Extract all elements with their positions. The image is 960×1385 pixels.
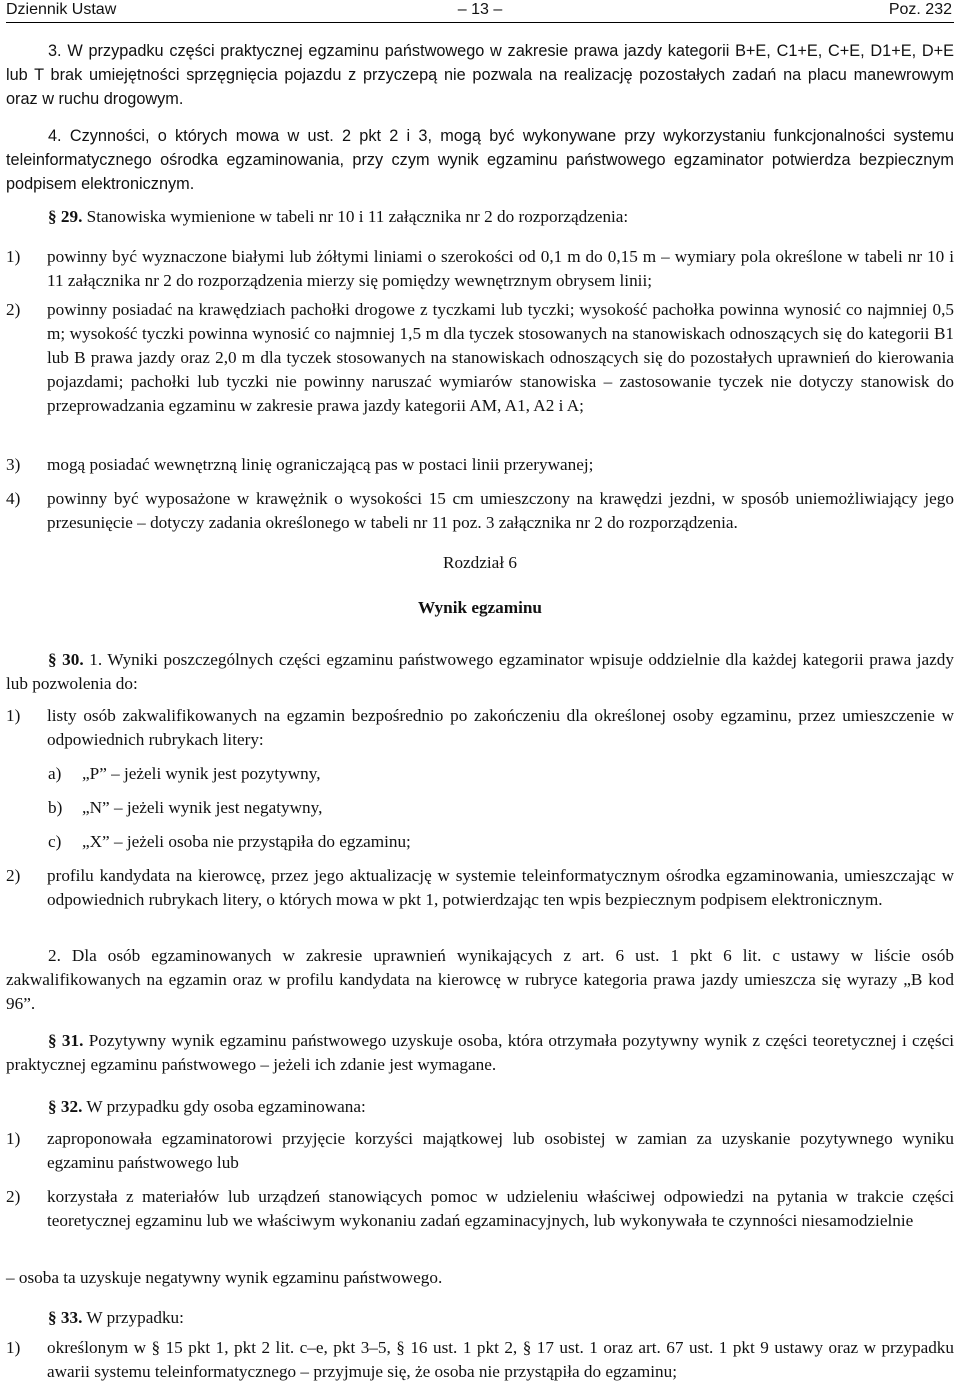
paragraph-number: 3. — [48, 42, 62, 60]
page-header — [6, 0, 954, 23]
section-label: § 31. — [48, 1031, 84, 1050]
section-label: § 33. — [48, 1308, 83, 1327]
list-item — [6, 453, 954, 477]
list-item — [6, 487, 954, 535]
section-text: Pozytywny wynik egzaminu państwowego uzyskuje osoba, która otrzymała pozytywny wynik z części teoretycznej i części praktycznej egzaminu państwowego – jeżeli ich zdanie jest wymagane. — [6, 1031, 955, 1074]
paragraph-number: 1. — [89, 650, 103, 669]
position-number: Poz. 232 — [888, 1, 952, 18]
section-29-intro — [6, 205, 954, 229]
list-item — [6, 298, 954, 418]
letter-item — [48, 796, 908, 820]
item-number: 3) — [6, 455, 21, 474]
item-number: 4) — [6, 489, 21, 508]
letter-text: „X” – jeżeli osoba nie przystąpiła do egzaminu; — [82, 832, 411, 851]
list-item — [6, 1336, 954, 1384]
letter-item — [48, 830, 908, 854]
letter-label: b) — [48, 798, 63, 817]
section-32-intro — [6, 1095, 954, 1119]
paragraph-4 — [6, 124, 954, 196]
item-text: zaproponowała egzaminatorowi przyjęcie korzyści majątkowej lub osobistej w zamian za uzyskanie pozytywnego wyniku egzaminu państwowego lub — [47, 1129, 954, 1172]
section-30-paragraph-1 — [6, 648, 954, 696]
list-item — [6, 1185, 954, 1233]
item-number: 2) — [6, 866, 21, 885]
item-text: korzystała z materiałów lub urządzeń stanowiących pomoc w udzieleniu właściwej odpowiedzi na pytania w trakcie części teoretycznej egzaminu lub we właściwym wykonaniu zadań egzaminacyjnych, lub wykonywała te czynności niesamodzielnie — [47, 1187, 954, 1230]
item-text: listy osób zakwalifikowanych na egzamin bezpośrednio po zakończeniu dla określonej osoby egzaminu, przez umieszczenie w odpowiednich rubrykach litery: — [47, 706, 954, 749]
section-intro: Stanowiska wymienione w tabeli nr 10 i 11 załącznika nr 2 do rozporządzenia: — [86, 207, 629, 226]
item-text: profilu kandydata na kierowcę, przez jego aktualizację w systemie teleinformatycznym ośrodka egzaminowania, umieszczając w odpowiednich rubrykach litery, o których mowa w pkt 1, potwierdzając ten wpis bezpiecznym podpisem elektronicznym. — [47, 866, 954, 909]
item-number: 1) — [6, 247, 21, 266]
item-number: 1) — [6, 1338, 21, 1357]
list-item — [6, 1127, 954, 1175]
section-intro: W przypadku gdy osoba egzaminowana: — [86, 1097, 366, 1116]
list-item — [6, 704, 954, 752]
section-31 — [6, 1029, 954, 1077]
section-32-outro: – osoba ta uzyskuje negatywny wynik egzaminu państwowego. — [6, 1268, 443, 1287]
item-number: 1) — [6, 1129, 21, 1148]
paragraph-text: W przypadku części praktycznej egzaminu państwowego w zakresie prawa jazdy kategorii B+E, C1+E, C+E, D1+E, D+E lub T brak umiejętności sprzęgnięcia pojazdu z przyczepą nie pozwala na realizację pozostałych zadań na placu manewrowym oraz w ruchu drogowym. — [6, 42, 954, 108]
item-text: powinny być wyposażone w krawężnik o wysokości 15 cm umieszczony na krawędzi jezdni, w sposób uniemożliwiający jego przesunięcie – dotyczy zadania określonego w tabeli nr 11 poz. 3 załącznika nr 2 do rozporządzenia. — [47, 489, 954, 532]
section-30-paragraph-2 — [6, 944, 954, 1016]
item-number: 2) — [6, 1187, 21, 1206]
section-33-intro — [6, 1306, 954, 1330]
letter-item — [48, 762, 908, 786]
paragraph-text: Czynności, o których mowa w ust. 2 pkt 2 i 3, mogą być wykonywane przy wykorzystaniu funkcjonalności systemu teleinformatycznego ośrodka egzaminowania, przy czym wynik egzaminu państwowego egzaminator potwierdza bezpiecznym podpisem elektronicznym. — [6, 127, 954, 193]
list-item — [6, 245, 954, 293]
journal-title: Dziennik Ustaw — [6, 1, 117, 18]
letter-label: c) — [48, 832, 62, 851]
list-item — [6, 864, 954, 912]
paragraph-text: Wyniki poszczególnych części egzaminu państwowego egzaminator wpisuje oddzielnie dla każdej kategorii prawa jazdy lub pozwolenia do: — [6, 650, 954, 693]
chapter-number: Rozdział 6 — [443, 553, 517, 572]
letter-text: „N” – jeżeli wynik jest negatywny, — [82, 798, 323, 817]
item-number: 1) — [6, 706, 21, 725]
paragraph-text: Dla osób egzaminowanych w zakresie uprawnień wynikających z art. 6 ust. 1 pkt 6 lit. c ustawy w liście osób zakwalifikowanych na egzamin oraz w profilu kandydata na kierowcę w rubryce kategoria prawa jazdy umieszcza się wyrazy „B kod 96”. — [6, 946, 954, 1013]
letter-text: „P” – jeżeli wynik jest pozytywny, — [82, 764, 321, 783]
paragraph-3 — [6, 39, 954, 111]
item-text: mogą posiadać wewnętrzną linię ograniczającą pas w postaci linii przerywanej; — [47, 455, 594, 474]
section-label: § 30. — [48, 650, 84, 669]
section-label: § 32. — [48, 1097, 83, 1116]
item-text: powinny być wyznaczone białymi lub żółtymi liniami o szerokości od 0,1 m do 0,15 m – wymiary pola określone w tabeli nr 10 i 11 załącznika nr 2 do rozporządzenia mierzy się pomiędzy wewnętrznym obrysem linii; — [47, 247, 954, 290]
paragraph-number: 2. — [48, 946, 61, 965]
page-number: – 13 – — [457, 1, 503, 18]
item-text: powinny posiadać na krawędziach pachołki drogowe z tyczkami lub tyczki; wysokość pachołka powinna wynosić co najmniej 0,5 m; wysokość tyczki powinna wynosić co najmniej 1,5 m dla tyczek stosowanych na stanowiskach odnoszących się do kategorii B1 lub B prawa jazdy oraz 2,0 m dla tyczek stosowanych na stanowiskach odnoszących się do pozostałych uprawnień do kierowania pojazdami; pachołki lub tyczki nie powinny naruszać wymiarów stanowiska – zastosowanie tyczek nie dotyczy stanowisk do przeprowadzania egzaminu w zakresie prawa jazdy kategorii AM, A1, A2 i A; — [47, 300, 954, 415]
item-text: określonym w § 15 pkt 1, pkt 2 lit. c–e, pkt 3–5, § 16 ust. 1 pkt 2, § 17 ust. 1 oraz art. 67 ust. 1 pkt 9 ustawy oraz w przypadku awarii systemu teleinformatycznego – przyjmuje się, że osoba nie przystąpiła do egzaminu; — [47, 1338, 954, 1381]
section-label: § 29. — [48, 207, 83, 226]
section-intro: W przypadku: — [86, 1308, 184, 1327]
chapter-title: Wynik egzaminu — [418, 598, 542, 617]
paragraph-number: 4. — [48, 127, 62, 145]
letter-label: a) — [48, 764, 62, 783]
item-number: 2) — [6, 300, 21, 319]
